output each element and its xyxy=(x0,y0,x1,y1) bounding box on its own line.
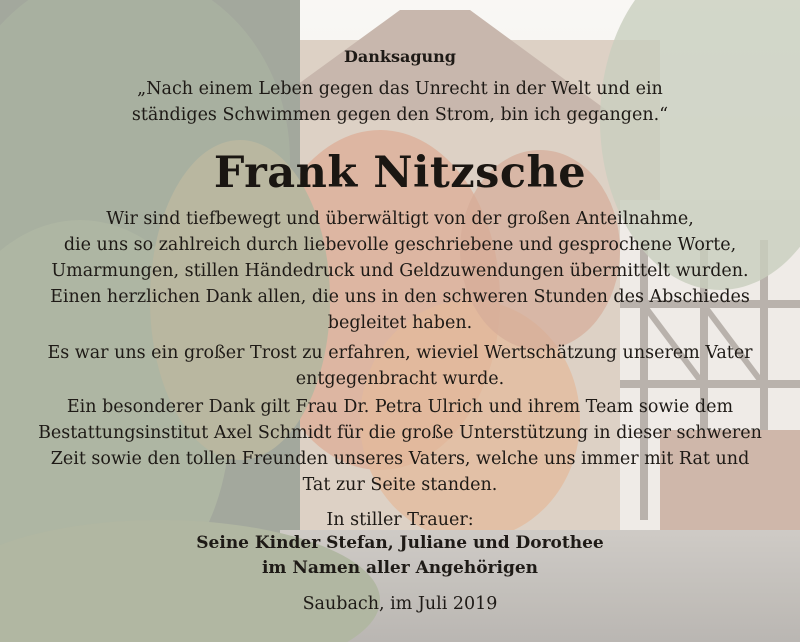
closing-line: In stiller Trauer: xyxy=(326,510,474,530)
notice-heading: Danksagung xyxy=(344,47,456,66)
paragraph-1-line: Umarmungen, stillen Händedruck und Geldzuwendungen übermittelt wurden. xyxy=(51,261,749,281)
signer-line: im Namen aller Angehörigen xyxy=(261,558,539,578)
quote-line: ständiges Schwimmen gegen den Strom, bin ich gegangen.“ xyxy=(131,105,669,125)
paragraph-3-line: Zeit sowie den tollen Freunden unseres Vaters, welche uns immer mit Rat und xyxy=(50,449,750,469)
paragraph-3-line: Ein besonderer Dank gilt Frau Dr. Petra Ulrich und ihrem Team sowie dem xyxy=(66,397,734,417)
paragraph-1-line: Wir sind tiefbewegt und überwältigt von der großen Anteilnahme, xyxy=(106,209,694,229)
paragraph-1-line: begleitet haben. xyxy=(327,313,473,333)
signer-line: Seine Kinder Stefan, Juliane und Dorothee xyxy=(196,533,604,553)
place-date: Saubach, im Juli 2019 xyxy=(302,594,498,614)
paragraph-2-line: entgegenbracht wurde. xyxy=(295,369,505,389)
paragraph-1-line: Einen herzlichen Dank allen, die uns in den schweren Stunden des Abschiedes xyxy=(50,287,750,307)
deceased-name: Frank Nitzsche xyxy=(213,148,587,198)
paragraph-1-line: die uns so zahlreich durch liebevolle geschriebene und gesprochene Worte, xyxy=(63,235,737,255)
paragraph-3-line: Bestattungsinstitut Axel Schmidt für die große Unterstützung in dieser schweren xyxy=(38,423,762,443)
quote-line: „Nach einem Leben gegen das Unrecht in der Welt und ein xyxy=(137,79,663,99)
paragraph-2-line: Es war uns ein großer Trost zu erfahren, wieviel Wertschätzung unserem Vater xyxy=(47,343,753,363)
paragraph-3-line: Tat zur Seite standen. xyxy=(302,475,498,495)
